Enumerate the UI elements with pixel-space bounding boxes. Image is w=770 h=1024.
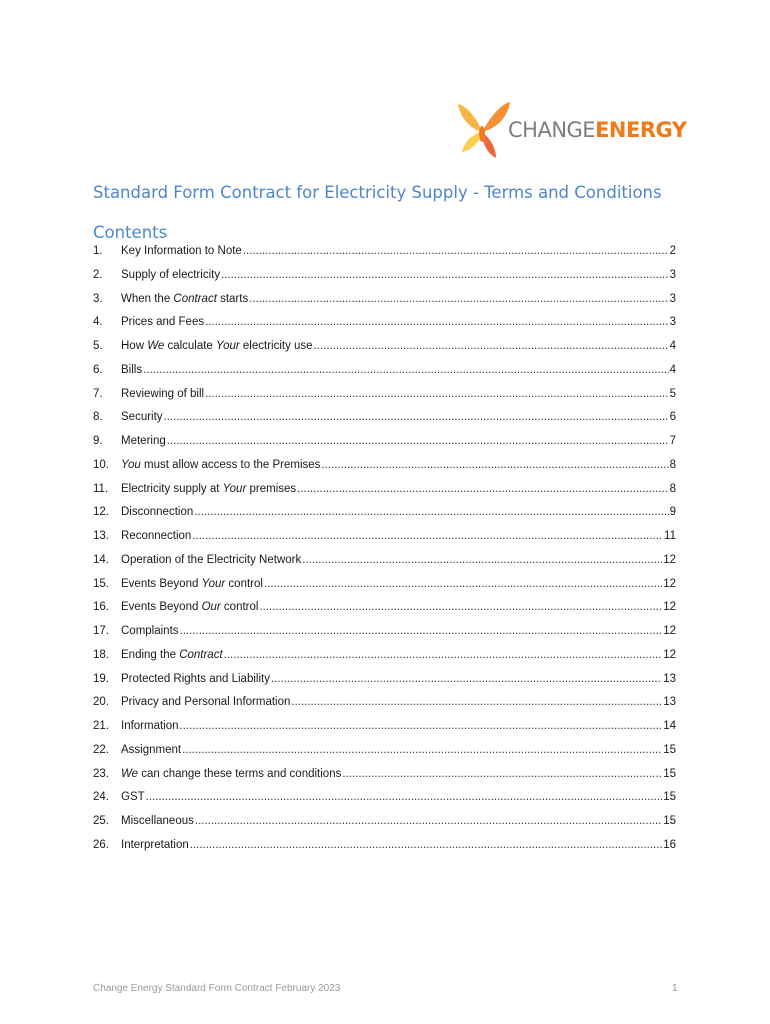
toc-entry-page: 13 — [663, 672, 676, 685]
toc-entry-title-part: Disconnection — [121, 506, 194, 519]
brand-logo — [452, 98, 687, 162]
toc-entry[interactable] — [93, 364, 676, 388]
toc-entry-title-part: We — [121, 767, 139, 780]
toc-entry-title-part: Reviewing of bill — [121, 387, 205, 400]
toc-entry-title-part: control — [220, 601, 259, 614]
toc-entry-number: 24. — [93, 791, 109, 804]
toc-entry[interactable] — [93, 768, 676, 792]
toc-dot-leader — [180, 625, 663, 637]
footer-text: Change Energy Standard Form Contract February 2023 — [93, 983, 341, 994]
toc-dot-leader — [243, 245, 669, 257]
toc-entry-page: 15 — [663, 791, 676, 804]
toc-heading: Contents — [93, 223, 168, 242]
toc-entry-title — [121, 293, 248, 305]
table-of-contents — [93, 245, 676, 863]
toc-entry-number: 8. — [93, 411, 103, 424]
toc-entry-title — [121, 364, 142, 376]
toc-entry-page: 5 — [669, 387, 676, 400]
toc-entry[interactable] — [93, 435, 676, 459]
toc-entry-title — [121, 768, 341, 780]
toc-entry-title-part: Interpretation — [121, 838, 189, 851]
toc-entry-number: 4. — [93, 316, 103, 329]
toc-entry-title-part: must allow access to the Premises — [140, 458, 321, 471]
toc-entry-title-part: Prices and Fees — [121, 316, 205, 329]
toc-entry-number: 2. — [93, 268, 103, 281]
toc-entry-number: 17. — [93, 625, 109, 637]
toc-dot-leader — [291, 696, 662, 708]
toc-entry-title — [121, 791, 145, 803]
toc-entry-title-part: When the — [121, 292, 174, 305]
toc-entry-number: 11. — [93, 482, 109, 495]
toc-dot-leader — [249, 293, 668, 305]
toc-entry-page: 9 — [669, 506, 676, 519]
toc-entry-number: 1. — [93, 245, 103, 257]
toc-entry-number: 19. — [93, 672, 109, 685]
toc-entry-title — [121, 316, 204, 328]
toc-entry-title-part: Protected Rights and Liability — [121, 672, 270, 685]
toc-entry[interactable] — [93, 293, 676, 317]
toc-entry-number: 23. — [93, 767, 109, 780]
toc-dot-leader — [195, 815, 662, 827]
brand-name-part2: ENERGY — [595, 118, 687, 142]
toc-entry-title — [121, 483, 296, 495]
toc-entry-title — [121, 696, 290, 708]
toc-entry-title — [121, 459, 320, 471]
toc-entry-number: 20. — [93, 696, 109, 709]
toc-entry-title-part: Our — [201, 601, 221, 614]
toc-entry-page: 4 — [669, 340, 676, 352]
toc-entry-title — [121, 530, 191, 542]
toc-entry-page: 7 — [669, 435, 676, 447]
toc-entry-title-part: Supply of electricity — [121, 268, 221, 281]
toc-entry-title — [121, 673, 270, 685]
toc-entry-number: 13. — [93, 530, 109, 542]
toc-entry-number: 16. — [93, 601, 109, 614]
toc-entry-title-part: GST — [121, 791, 145, 804]
toc-dot-leader — [205, 316, 668, 328]
toc-entry-title — [121, 720, 179, 732]
toc-entry-title-part: starts — [216, 292, 249, 305]
toc-entry-title-part: How — [121, 340, 148, 352]
toc-dot-leader — [146, 791, 663, 803]
toc-entry-title — [121, 388, 204, 400]
toc-entry-title — [121, 269, 220, 281]
toc-entry-title-part: Key Information to Note — [121, 245, 242, 257]
toc-entry-page: 12 — [663, 577, 676, 590]
toc-entry-title-part: Operation of the Electricity Network — [121, 553, 302, 566]
toc-entry-page: 15 — [663, 743, 676, 756]
toc-entry[interactable] — [93, 530, 676, 554]
toc-entry-number: 18. — [93, 648, 109, 661]
toc-entry[interactable] — [93, 815, 676, 839]
toc-entry-number: 25. — [93, 815, 109, 827]
toc-entry-page: 4 — [669, 363, 676, 376]
toc-entry[interactable] — [93, 483, 676, 507]
toc-entry-page: 2 — [669, 245, 676, 257]
brand-wordmark — [508, 118, 687, 142]
toc-entry-page: 15 — [663, 767, 676, 780]
toc-entry[interactable] — [93, 649, 676, 673]
toc-entry-page: 13 — [663, 696, 676, 709]
toc-entry-title-part: Miscellaneous — [121, 815, 194, 827]
toc-entry-title-part: We — [147, 340, 165, 352]
toc-entry-page: 16 — [663, 838, 676, 851]
toc-entry[interactable] — [93, 601, 676, 625]
toc-dot-leader — [143, 364, 669, 376]
toc-entry-number: 12. — [93, 506, 109, 519]
toc-entry[interactable] — [93, 316, 676, 340]
toc-entry-title — [121, 744, 181, 756]
toc-entry-page: 12 — [663, 601, 676, 614]
toc-entry-title-part: control — [225, 577, 263, 590]
toc-entry-title — [121, 245, 242, 257]
toc-entry-title — [121, 411, 163, 423]
toc-entry[interactable] — [93, 696, 676, 720]
toc-entry-page: 3 — [669, 292, 676, 305]
toc-entry[interactable] — [93, 245, 676, 269]
toc-entry-page: 15 — [663, 815, 676, 827]
toc-entry-number: 6. — [93, 363, 103, 376]
toc-entry[interactable] — [93, 411, 676, 435]
toc-entry[interactable] — [93, 340, 676, 364]
toc-entry-number: 5. — [93, 340, 103, 352]
toc-entry-title-part: Events Beyond — [121, 577, 202, 590]
toc-dot-leader — [167, 435, 669, 447]
toc-entry-number: 14. — [93, 553, 109, 566]
toc-entry-number: 22. — [93, 743, 109, 756]
toc-entry-number: 15. — [93, 577, 109, 590]
toc-dot-leader — [180, 720, 663, 732]
toc-dot-leader — [205, 388, 668, 400]
toc-dot-leader — [192, 530, 663, 542]
toc-entry-title-part: Security — [121, 411, 163, 424]
toc-entry[interactable] — [93, 554, 676, 578]
toc-entry-title-part: Information — [121, 720, 179, 732]
toc-entry-title — [121, 578, 263, 590]
toc-entry-title-part: Contract — [173, 292, 217, 305]
toc-entry-page: 8 — [669, 458, 676, 471]
toc-entry-title — [121, 839, 189, 851]
toc-entry[interactable] — [93, 791, 676, 815]
toc-entry-page: 12 — [663, 553, 676, 566]
toc-entry[interactable] — [93, 459, 676, 483]
toc-entry-page: 8 — [669, 482, 676, 495]
toc-entry-number: 7. — [93, 387, 103, 400]
toc-entry[interactable] — [93, 506, 676, 530]
toc-entry-page: 11 — [664, 530, 676, 542]
toc-entry-title-part: can change these terms and conditions — [138, 767, 342, 780]
toc-entry-title — [121, 815, 194, 827]
toc-dot-leader — [271, 673, 662, 685]
toc-entry-title-part: Events Beyond — [121, 601, 202, 614]
toc-entry-title — [121, 340, 313, 352]
toc-dot-leader — [264, 578, 662, 590]
toc-entry-title-part: Assignment — [121, 743, 182, 756]
toc-dot-leader — [224, 649, 663, 661]
brand-name-part1: CHANGE — [508, 118, 596, 142]
toc-entry-title-part: Electricity supply at — [121, 482, 223, 495]
toc-dot-leader — [302, 554, 662, 566]
toc-entry-page: 12 — [663, 625, 676, 637]
toc-entry[interactable] — [93, 839, 676, 863]
toc-dot-leader — [297, 483, 668, 495]
toc-entry-title-part: Reconnection — [121, 530, 192, 542]
toc-entry-title-part: Bills — [121, 363, 143, 376]
toc-entry-page: 3 — [669, 316, 676, 329]
toc-dot-leader — [190, 839, 662, 851]
toc-entry-title — [121, 649, 223, 661]
toc-entry-page: 14 — [663, 720, 676, 732]
toc-dot-leader — [164, 411, 669, 423]
toc-entry-title — [121, 625, 179, 637]
toc-dot-leader — [314, 340, 669, 352]
toc-entry-title-part: Your — [201, 577, 226, 590]
toc-entry[interactable] — [93, 578, 676, 602]
toc-entry[interactable] — [93, 673, 676, 697]
toc-entry-title — [121, 435, 166, 447]
toc-dot-leader — [259, 601, 662, 613]
toc-entry[interactable] — [93, 744, 676, 768]
toc-entry[interactable] — [93, 625, 676, 649]
butterfly-icon — [452, 98, 514, 162]
toc-entry-title-part: premises — [246, 482, 297, 495]
toc-entry-page: 3 — [669, 268, 676, 281]
toc-entry[interactable] — [93, 720, 676, 744]
toc-entry-title-part: Ending the — [121, 648, 180, 661]
toc-entry-title-part: Complaints — [121, 625, 179, 637]
toc-entry[interactable] — [93, 388, 676, 412]
toc-entry-number: 21. — [93, 720, 109, 732]
footer-page-number: 1 — [672, 983, 678, 994]
toc-dot-leader — [221, 269, 669, 281]
toc-entry-page: 6 — [669, 411, 676, 424]
toc-dot-leader — [194, 506, 668, 518]
toc-entry-number: 26. — [93, 838, 109, 851]
toc-entry-title-part: Your — [216, 340, 240, 352]
toc-entry-title-part: You — [121, 458, 141, 471]
toc-entry-title-part: Contract — [179, 648, 223, 661]
toc-entry-title-part: electricity use — [239, 340, 313, 352]
toc-entry-title — [121, 601, 258, 613]
toc-entry-title-part: calculate — [164, 340, 217, 352]
toc-dot-leader — [182, 744, 662, 756]
toc-entry-number: 3. — [93, 292, 103, 305]
toc-entry-number: 9. — [93, 435, 103, 447]
toc-entry-title-part: Your — [222, 482, 247, 495]
toc-entry-title — [121, 506, 193, 518]
toc-entry-title — [121, 554, 301, 566]
toc-entry-title-part: Privacy and Personal Information — [121, 696, 291, 709]
toc-dot-leader — [321, 459, 668, 471]
toc-entry-number: 10. — [93, 458, 109, 471]
toc-entry-page: 12 — [663, 648, 676, 661]
toc-dot-leader — [342, 768, 662, 780]
document-title: Standard Form Contract for Electricity Supply - Terms and Conditions — [93, 183, 662, 202]
toc-entry-title-part: Metering — [121, 435, 166, 447]
toc-entry[interactable] — [93, 269, 676, 293]
